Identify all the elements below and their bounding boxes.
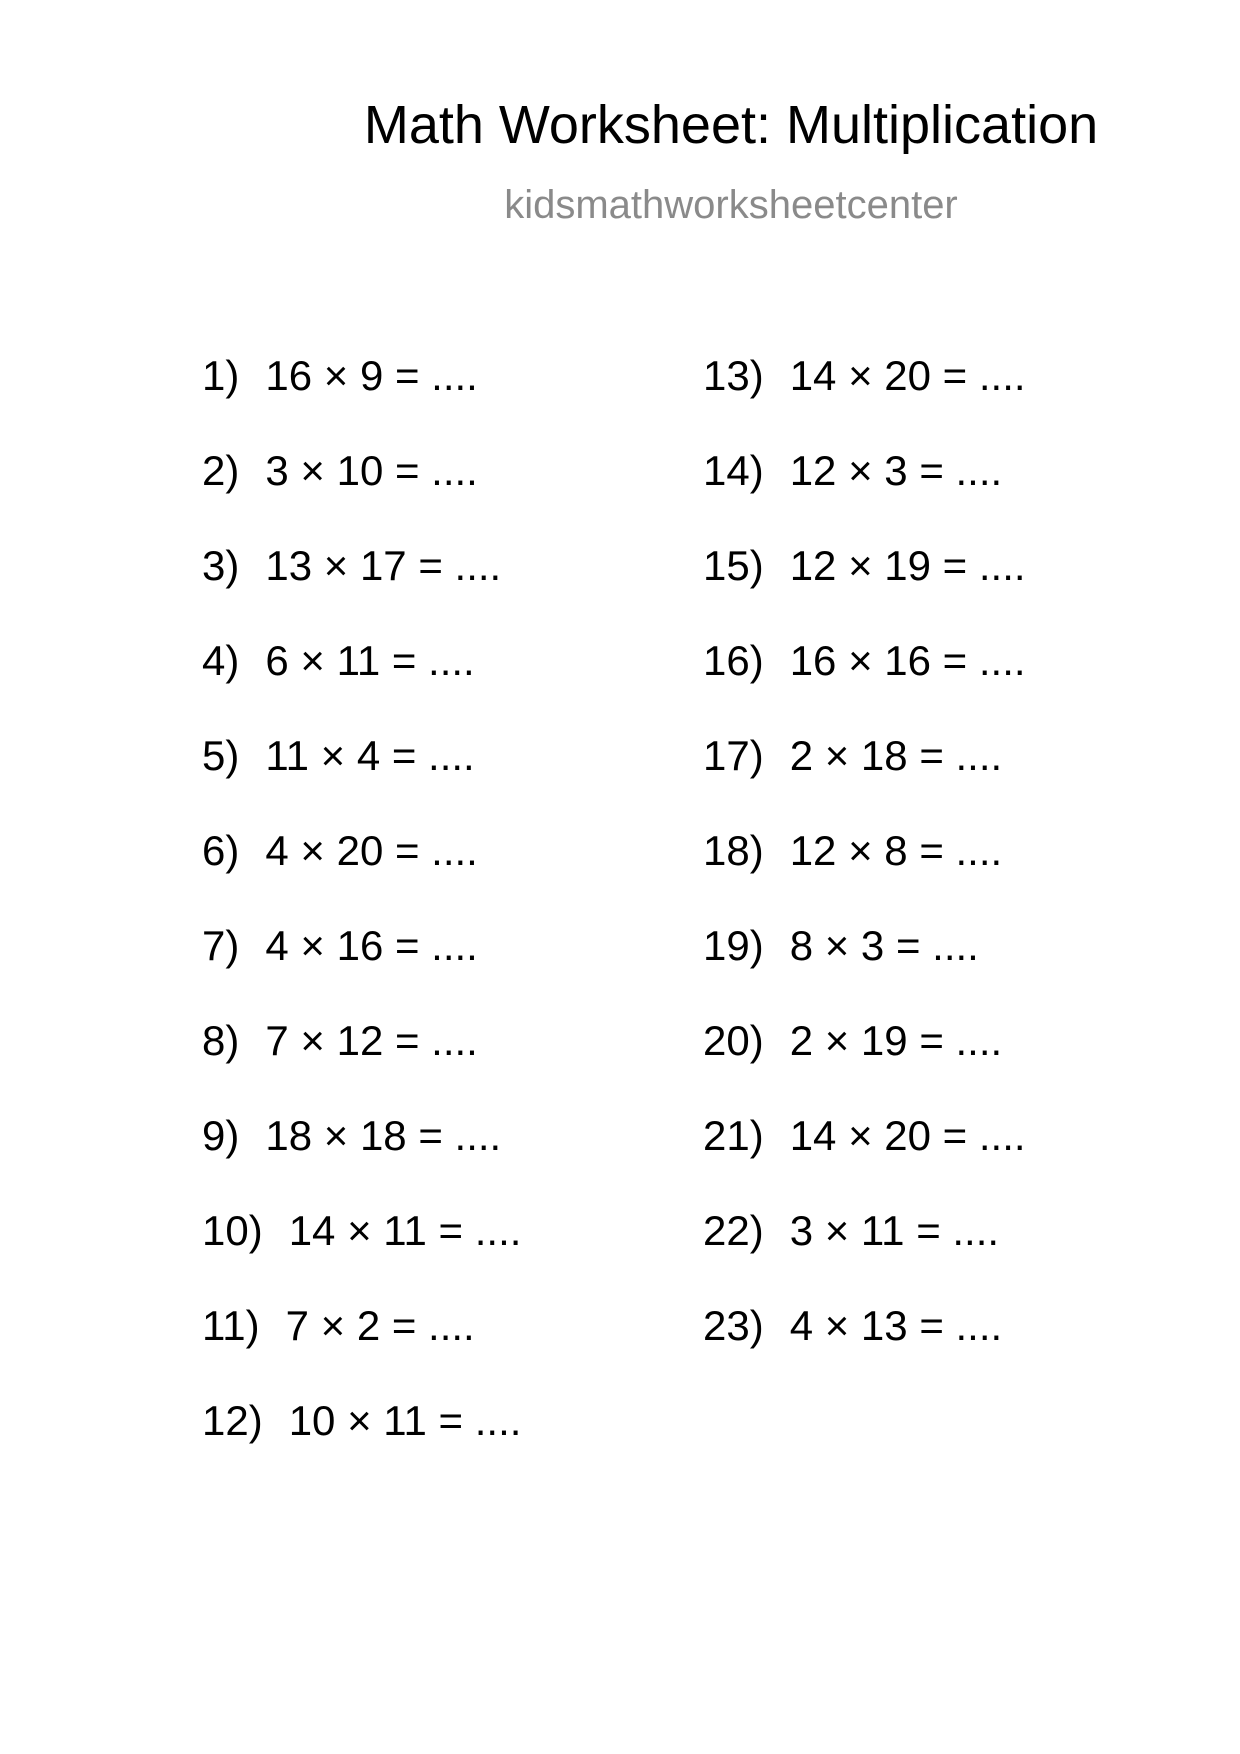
problem-expression: 7 × 2 = .... <box>285 1302 475 1349</box>
problem-number: 7) <box>202 922 240 969</box>
problem-item <box>202 732 521 827</box>
problem-item <box>703 732 1026 827</box>
problem-number: 23) <box>703 1302 764 1349</box>
problem-item <box>703 1302 1026 1397</box>
problem-number: 12) <box>202 1397 263 1444</box>
problem-number: 3) <box>202 542 240 589</box>
problem-number: 13) <box>703 352 764 399</box>
problem-expression: 3 × 11 = .... <box>789 1207 1000 1254</box>
problem-item <box>703 1017 1026 1112</box>
page-subtitle-text: kidsmathworksheetcenter <box>504 183 958 227</box>
problem-number: 14) <box>703 447 764 494</box>
problem-number: 21) <box>703 1112 764 1159</box>
problem-expression: 12 × 3 = .... <box>789 447 1003 494</box>
problem-number: 1) <box>202 352 240 399</box>
page-title <box>0 95 1240 155</box>
problem-item <box>202 1112 521 1207</box>
problem-item <box>703 352 1026 447</box>
problem-item <box>703 922 1026 1017</box>
problem-expression: 11 × 4 = .... <box>265 732 475 779</box>
problem-number: 18) <box>703 827 764 874</box>
problem-item <box>202 922 521 1017</box>
problem-item <box>202 827 521 922</box>
problem-expression: 16 × 16 = .... <box>789 637 1026 684</box>
problem-expression: 12 × 19 = .... <box>789 542 1026 589</box>
problem-expression: 8 × 3 = .... <box>789 922 979 969</box>
problem-expression: 16 × 9 = .... <box>265 352 478 399</box>
problem-expression: 2 × 19 = .... <box>789 1017 1003 1064</box>
problem-number: 6) <box>202 827 240 874</box>
problem-number: 19) <box>703 922 764 969</box>
problem-expression: 4 × 20 = .... <box>265 827 478 874</box>
problem-number: 11) <box>202 1302 260 1349</box>
problem-number: 16) <box>703 637 764 684</box>
problem-expression: 14 × 20 = .... <box>789 1112 1026 1159</box>
problem-column-right <box>703 352 1026 1397</box>
problem-item <box>703 827 1026 922</box>
problem-number: 17) <box>703 732 764 779</box>
problem-number: 4) <box>202 637 240 684</box>
page-title-text: Math Worksheet: Multiplication <box>363 95 1099 155</box>
problem-item <box>703 1112 1026 1207</box>
problem-item <box>703 1207 1026 1302</box>
problem-item <box>202 447 521 542</box>
problem-expression: 18 × 18 = .... <box>265 1112 502 1159</box>
problem-expression: 14 × 20 = .... <box>789 352 1026 399</box>
problem-number: 5) <box>202 732 240 779</box>
problem-number: 2) <box>202 447 240 494</box>
problem-number: 15) <box>703 542 764 589</box>
problem-item <box>202 637 521 732</box>
problem-expression: 12 × 8 = .... <box>789 827 1003 874</box>
problem-expression: 13 × 17 = .... <box>265 542 502 589</box>
problem-item <box>202 1397 521 1492</box>
problem-column-left <box>202 352 521 1492</box>
problem-number: 9) <box>202 1112 240 1159</box>
problem-expression: 3 × 10 = .... <box>265 447 478 494</box>
problem-number: 8) <box>202 1017 240 1064</box>
problem-item <box>703 637 1026 732</box>
problem-expression: 4 × 16 = .... <box>265 922 478 969</box>
problem-expression: 6 × 11 = .... <box>265 637 475 684</box>
problem-number: 10) <box>202 1207 263 1254</box>
page-subtitle <box>0 185 1240 225</box>
problem-item <box>703 542 1026 637</box>
problem-item <box>202 1017 521 1112</box>
problem-number: 22) <box>703 1207 764 1254</box>
problem-expression: 7 × 12 = .... <box>265 1017 478 1064</box>
problem-expression: 14 × 11 = .... <box>288 1207 522 1254</box>
problem-expression: 2 × 18 = .... <box>789 732 1003 779</box>
problem-expression: 4 × 13 = .... <box>789 1302 1003 1349</box>
problem-item <box>202 352 521 447</box>
problem-item <box>202 1302 521 1397</box>
problem-expression: 10 × 11 = .... <box>288 1397 522 1444</box>
problem-item <box>202 1207 521 1302</box>
problem-item <box>703 447 1026 542</box>
problem-item <box>202 542 521 637</box>
problem-number: 20) <box>703 1017 764 1064</box>
